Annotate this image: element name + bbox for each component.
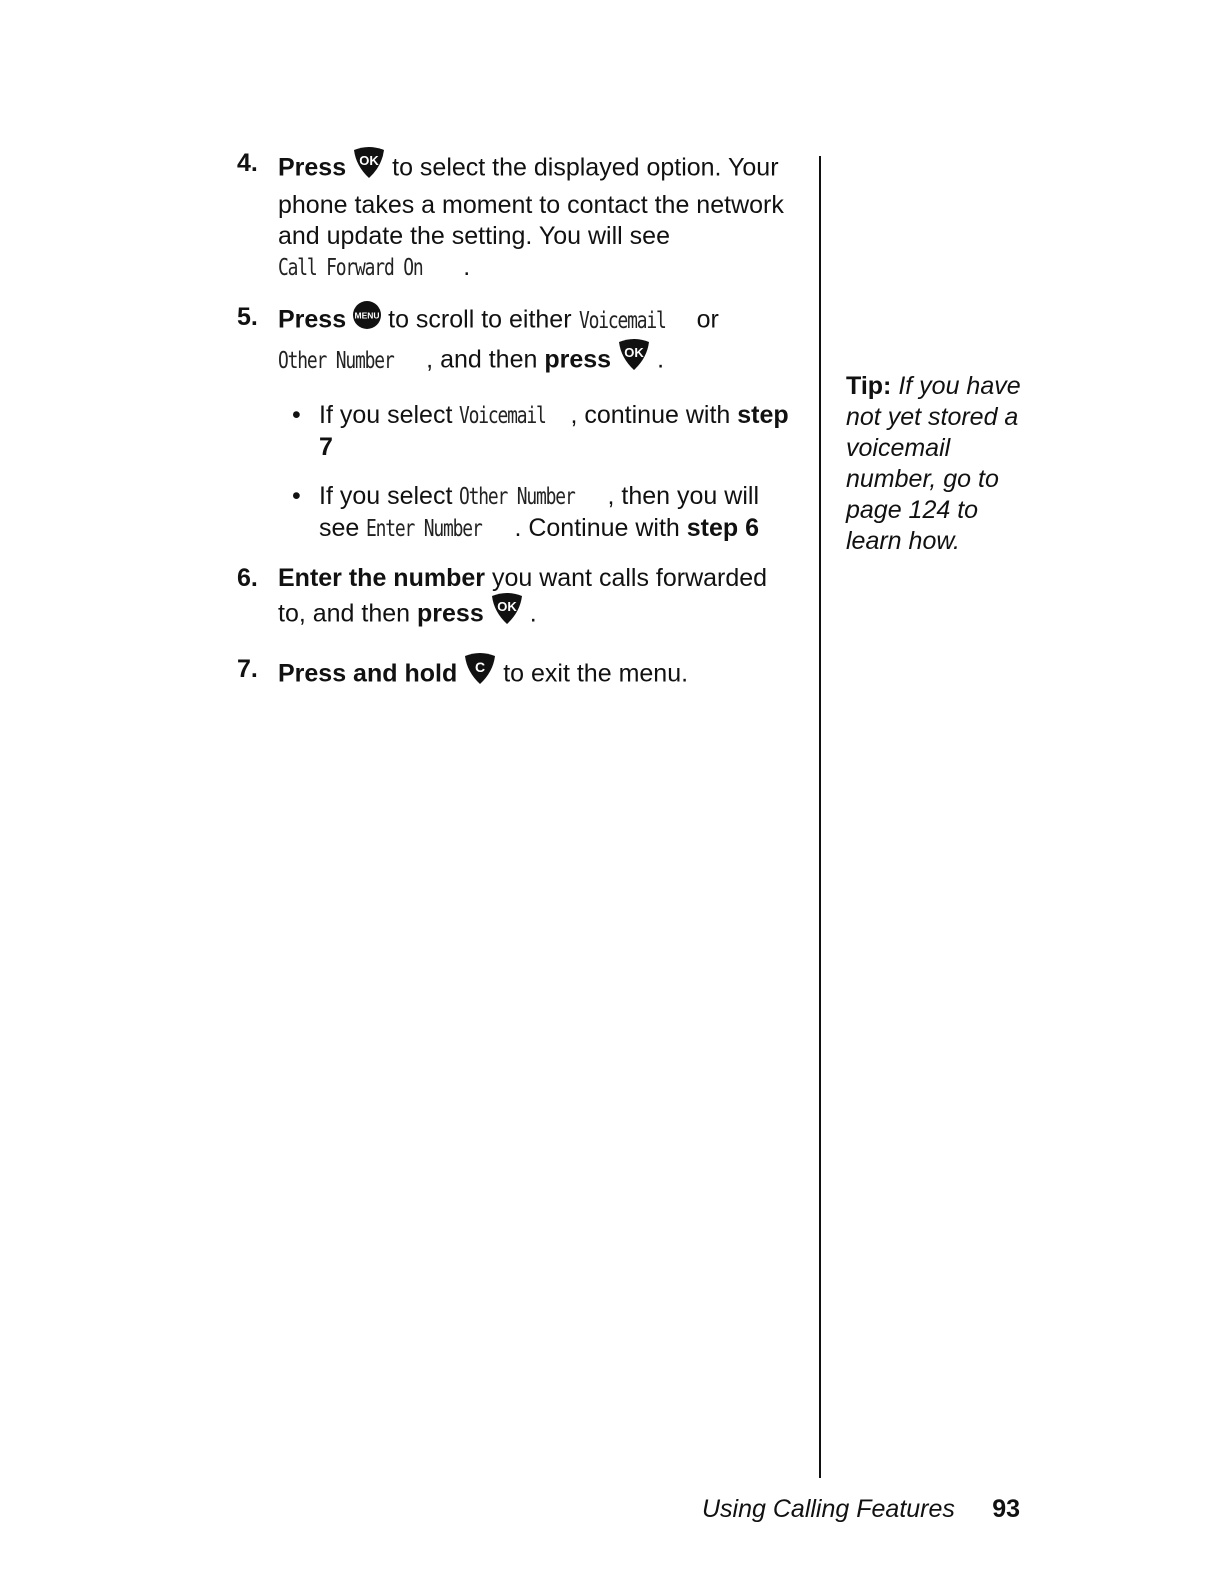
step-5: [237, 302, 797, 382]
step-text: , and then: [426, 345, 538, 374]
bullet-text: If you select: [319, 401, 453, 429]
step-number: 6.: [237, 564, 258, 592]
bullet-dot: •: [292, 482, 301, 510]
step-reference: step 6: [686, 514, 760, 542]
ok-key-icon: [617, 338, 651, 380]
footer-section-title: Using Calling Features: [702, 1495, 955, 1523]
step-text: to scroll to either: [388, 305, 572, 334]
menu-key-label: MENU: [354, 310, 380, 321]
ok-key-label: OK: [359, 153, 379, 168]
step-action: Press: [278, 153, 347, 182]
instruction-column: [237, 148, 797, 714]
step-7: [237, 654, 797, 696]
display-text: Voicemail: [459, 403, 547, 429]
step-reference: step 7: [319, 401, 789, 461]
display-text: Voicemail: [578, 307, 666, 334]
step-6: [237, 563, 797, 636]
step-action: press: [544, 345, 612, 374]
bullet-text: If you select: [319, 482, 453, 510]
step-text: to select the displayed option. Your phone takes a moment to contact the network and update the setting. You will see: [278, 153, 784, 250]
ok-key-label: OK: [624, 345, 644, 360]
step-action: Enter the number: [278, 564, 485, 592]
display-text: Other Number: [278, 347, 394, 374]
menu-key-icon: [352, 300, 382, 338]
step-text: you want calls forwarded to, and then: [278, 564, 768, 628]
step-end: .: [657, 345, 665, 374]
bullet-voicemail: [237, 400, 797, 463]
bullet-text: . Continue with: [514, 514, 680, 542]
clear-key-label: C: [475, 659, 486, 675]
step-4: [237, 148, 797, 284]
ok-key-icon: [352, 146, 386, 188]
bullet-text: , continue with: [570, 401, 731, 429]
step-action: Press and hold: [278, 659, 458, 688]
bullet-dot: •: [292, 401, 301, 429]
step-end: .: [463, 253, 471, 281]
clear-key-icon: [463, 652, 497, 694]
tip-box: [846, 371, 1036, 557]
tip-body: If you have not yet stored a voicemail number, go to page 124 to learn how.: [846, 372, 1021, 555]
step-end: .: [529, 599, 537, 628]
step-text: or: [696, 305, 719, 334]
bullet-other-number: [237, 481, 797, 545]
tip-label: Tip:: [846, 372, 892, 400]
step-action: Press: [278, 305, 347, 334]
step-number: 7.: [237, 655, 258, 683]
bullet-text: , then you will see: [319, 482, 759, 542]
ok-key-icon: [490, 592, 524, 634]
column-divider: [819, 156, 821, 1478]
display-text: Call Forward On: [278, 255, 423, 281]
step-number: 4.: [237, 149, 258, 177]
step-text: to exit the menu.: [503, 659, 689, 688]
display-text: Enter Number: [366, 516, 482, 542]
step-number: 5.: [237, 303, 258, 331]
ok-key-label: OK: [496, 599, 517, 614]
option-bullets: [237, 400, 797, 545]
page-number: 93: [992, 1495, 1020, 1523]
step-action: press: [417, 599, 484, 628]
display-text: Other Number: [459, 484, 575, 510]
